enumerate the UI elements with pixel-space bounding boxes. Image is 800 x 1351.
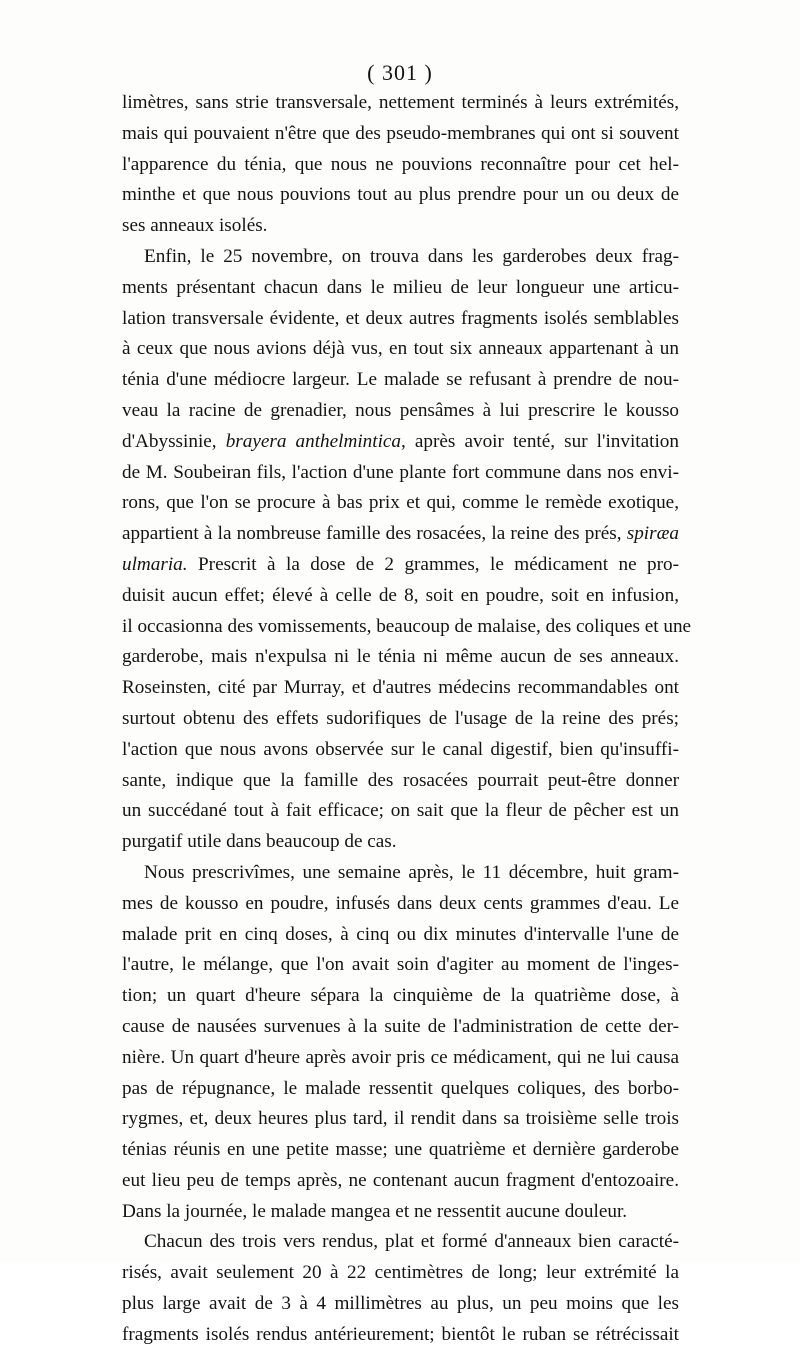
- text-segment: appartient à la nombreuse famille des rosacées, la reine des prés,: [122, 523, 627, 545]
- text-line: pas de répugnance, le malade ressentit quelques coliques, des borbo-: [122, 1077, 679, 1099]
- text-line: malade prit en cinq doses, à cinq ou dix minutes d'intervalle l'une de: [122, 923, 679, 945]
- text-line: [122, 427, 679, 458]
- text-line: plus large avait de 3 à 4 millimètres au plus, un peu moins que les: [122, 1293, 679, 1315]
- text-line: nière. Un quart d'heure après avoir pris ce médicament, qui ne lui causa: [122, 1046, 679, 1068]
- text-line: Dans la journée, le malade mangea et ne ressentit aucune douleur.: [122, 1200, 628, 1222]
- text-line: ses anneaux isolés.: [122, 215, 268, 237]
- text-line: tion; un quart d'heure sépara la cinquième de la quatrième dose, à: [122, 985, 679, 1007]
- italic-term: spiræa: [626, 523, 679, 545]
- page-number: ( 301 ): [367, 60, 433, 85]
- text-line: [122, 550, 679, 581]
- text-line: mais qui pouvaient n'être que des pseudo-membranes qui ont si souvent: [122, 122, 679, 144]
- text-line: ments présentant chacun dans le milieu de leur longueur une articu-: [122, 276, 679, 298]
- text-line: l'action que nous avons observée sur le canal digestif, bien qu'insuffi-: [122, 738, 679, 760]
- text-line: veau la racine de grenadier, nous pensâmes à lui prescrire le kousso: [122, 399, 679, 421]
- text-line: limètres, sans strie transversale, nettement terminés à leurs extrémités,: [122, 92, 679, 113]
- text-line: garderobe, mais n'expulsa ni le ténia ni même aucun de ses anneaux.: [122, 646, 679, 668]
- text-line: Roseinsten, cité par Murray, et d'autres médecins recommandables ont: [122, 677, 679, 699]
- text-line: l'autre, le mélange, que l'on avait soin d'agiter au moment de l'inges-: [122, 954, 679, 976]
- italic-term: brayera anthelmintica: [225, 430, 402, 452]
- text-line: mes de kousso en poudre, infusés dans deux cents grammes d'eau. Le: [122, 892, 679, 914]
- text-line: Enfin, le 25 novembre, on trouva dans les garderobes deux frag-: [144, 245, 679, 267]
- text-line: ténias réunis en une petite masse; une quatrième et dernière garderobe: [122, 1139, 679, 1161]
- text-line: eut lieu peu de temps après, ne contenant aucun fragment d'entozoaire.: [122, 1169, 679, 1191]
- text-line: ténia d'une médiocre largeur. Le malade se refusant à prendre de nou-: [122, 369, 679, 391]
- body-text: [122, 88, 692, 1351]
- text-line: un succédané tout à fait efficace; on sait que la fleur de pêcher est un: [122, 800, 679, 822]
- text-line: surtout obtenu des effets sudorifiques de l'usage de la reine des prés;: [122, 707, 679, 729]
- italic-term: ulmaria.: [122, 553, 188, 575]
- text-line: purgatif utile dans beaucoup de cas.: [122, 831, 397, 853]
- text-line: duisit aucun effet; élevé à celle de 8, soit en poudre, soit en infusion,: [122, 584, 679, 606]
- text-line: risés, avait seulement 20 à 22 centimètres de long; leur extrémité la: [122, 1262, 679, 1284]
- text-segment: Prescrit à la dose de 2 grammes, le médicament ne pro-: [187, 553, 679, 575]
- text-line: fragments isolés rendus antérieurement; bientôt le ruban se rétrécissait: [122, 1323, 679, 1345]
- text-line: à ceux que nous avions déjà vus, en tout six anneaux appartenant à un: [122, 338, 679, 360]
- text-segment: d'Abyssinie,: [122, 430, 226, 452]
- text-line: rygmes, et, deux heures plus tard, il rendit dans sa troisième selle trois: [122, 1108, 679, 1130]
- text-line: [122, 519, 679, 550]
- text-line: de M. Soubeiran fils, l'action d'une plante fort commune dans nos envi-: [122, 461, 679, 483]
- text-segment: , après avoir tenté, sur l'invitation: [401, 430, 679, 452]
- text-line: l'apparence du ténia, que nous ne pouvions reconnaître pour cet hel-: [122, 153, 679, 175]
- text-line: rons, que l'on se procure à bas prix et qui, comme le remède exotique,: [122, 492, 679, 514]
- text-line: minthe et que nous pouvions tout au plus prendre pour un ou deux de: [122, 184, 679, 206]
- text-line: sante, indique que la famille des rosacées pourrait peut-être donner: [122, 769, 679, 791]
- text-line: il occasionna des vomissements, beaucoup de malaise, des coliques et une: [122, 615, 692, 637]
- text-line: Chacun des trois vers rendus, plat et formé d'anneaux bien caracté-: [144, 1231, 679, 1253]
- text-line: cause de nausées survenues à la suite de l'administration de cette der-: [122, 1015, 679, 1037]
- text-line: Nous prescrivîmes, une semaine après, le 11 décembre, huit gram-: [144, 861, 679, 883]
- text-line: lation transversale évidente, et deux autres fragments isolés semblables: [122, 307, 679, 329]
